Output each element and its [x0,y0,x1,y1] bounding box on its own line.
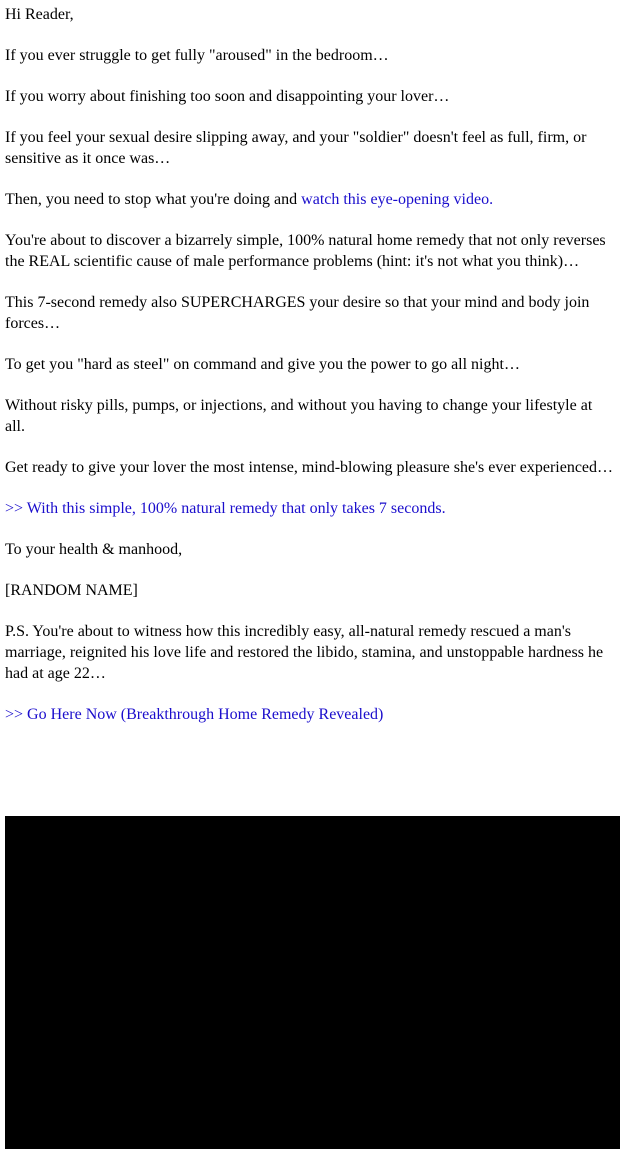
black-image-block [5,816,620,1149]
signature: [RANDOM NAME] [5,582,138,599]
paragraph-discover: You're about to discover a bizarrely simple, 100% natural home remedy that not only reverses the REAL scientific cause of male performance problems (hint: it's not what you think)… [5,232,606,270]
greeting: Hi Reader, [5,6,74,23]
go-here-now-link[interactable]: >> Go Here Now (Breakthrough Home Remedy Revealed) [5,706,384,723]
signoff: To your health & manhood, [5,541,183,558]
postscript: P.S. You're about to witness how this incredibly easy, all-natural remedy rescued a man's marriage, reignited his love life and restored the libido, stamina, and unstoppable hardness he had at age 22… [5,623,604,682]
cta-paragraph-go-here [5,704,615,725]
paragraph-finishing: If you worry about finishing too soon and disappointing your lover… [5,88,450,105]
watch-video-link[interactable]: watch this eye-opening video. [301,191,494,208]
paragraph-arousal: If you ever struggle to get fully "aroused" in the bedroom… [5,47,389,64]
paragraph-desire: If you feel your sexual desire slipping away, and your "soldier" doesn't feel as full, firm, or sensitive as it once was… [5,129,587,167]
paragraph-watch-video [5,189,615,210]
remedy-link[interactable]: >> With this simple, 100% natural remedy that only takes 7 seconds. [5,500,446,517]
paragraph-watch-video-text: Then, you need to stop what you're doing and [5,191,302,208]
email-body [5,4,615,745]
paragraph-get-ready: Get ready to give your lover the most intense, mind-blowing pleasure she's ever experienced… [5,459,614,476]
cta-paragraph-remedy [5,498,615,519]
paragraph-supercharges: This 7-second remedy also SUPERCHARGES your desire so that your mind and body join forces… [5,294,590,332]
paragraph-without-pills: Without risky pills, pumps, or injections, and without you having to change your lifestyle at all. [5,397,593,435]
paragraph-hard-as-steel: To get you "hard as steel" on command and give you the power to go all night… [5,356,520,373]
